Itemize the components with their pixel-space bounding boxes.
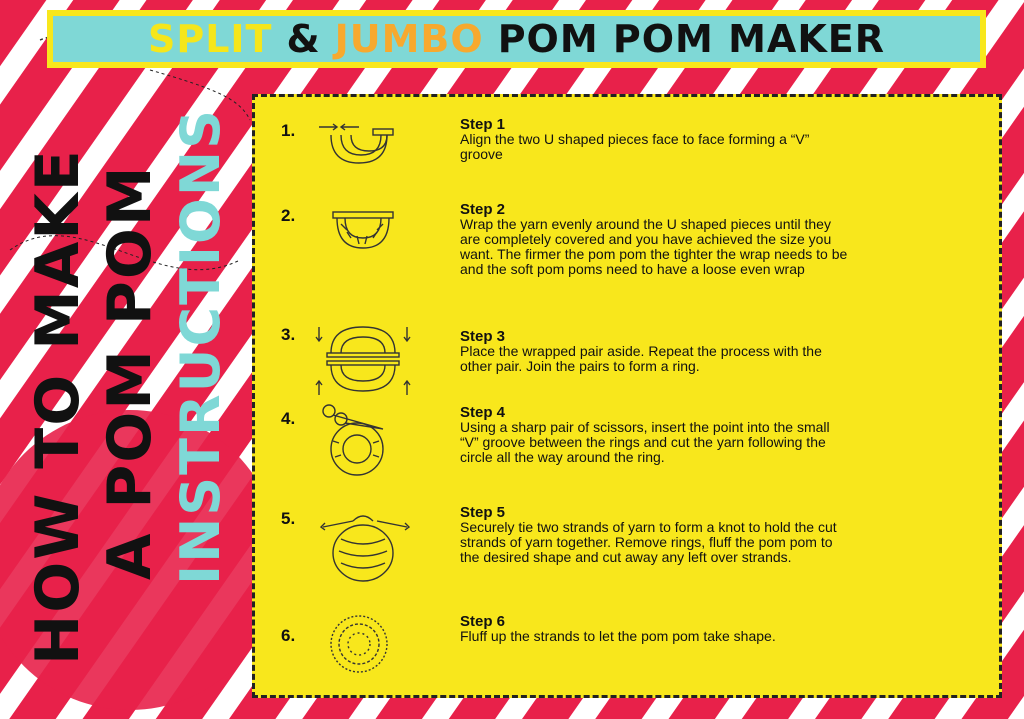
step-text — [460, 117, 850, 162]
title-banner — [47, 10, 986, 68]
step-heading: Step 6 — [460, 613, 506, 630]
step-text — [460, 505, 850, 565]
step-description: Fluff up the strands to let the pom pom take shape. — [460, 628, 776, 644]
side-title-how-to-make: HOW TO MAKE — [23, 148, 93, 665]
title-jumbo: JUMBO — [334, 17, 484, 61]
step-number: 5. — [281, 509, 296, 528]
title-split: SPLIT — [147, 17, 273, 61]
step-number: 4. — [281, 409, 296, 428]
join-ring-icon — [311, 321, 421, 401]
title-ampersand: & — [286, 17, 321, 61]
step-heading: Step 4 — [460, 404, 506, 421]
instructions-panel — [252, 94, 1002, 698]
side-title-instructions: INSTRUCTIONS — [169, 108, 232, 585]
step-description: Place the wrapped pair aside. Repeat the process with the other pair. Join the pairs to form a ring. — [460, 343, 822, 374]
step-heading: Step 1 — [460, 116, 506, 133]
step-description: Wrap the yarn evenly around the U shaped pieces until they are completely covered and you have achieved the size you want. The firmer the pom pom the tighter the wrap needs to be and the soft pom poms need to have a loose even wrap — [460, 216, 848, 277]
step-description: Align the two U shaped pieces face to face forming a “V” groove — [460, 131, 810, 162]
step-number: 2. — [281, 206, 296, 225]
step-description: Securely tie two strands of yarn to form a knot to hold the cut strands of yarn together. Remove rings, fluff the pom pom to the desired shape and cut away any left over strands. — [460, 519, 837, 565]
wrap-yarn-icon — [311, 202, 421, 272]
step-heading: Step 5 — [460, 504, 506, 521]
side-title-a-pom-pom: A POM POM — [95, 164, 165, 580]
step-text — [460, 202, 850, 277]
step-number: 1. — [281, 121, 296, 140]
step-heading: Step 2 — [460, 201, 506, 218]
step-number: 6. — [281, 626, 296, 645]
page-title — [53, 16, 980, 62]
pom-pom-icon — [311, 612, 421, 676]
title-pom-pom-maker: POM POM MAKER — [497, 17, 885, 61]
scissors-cut-icon — [311, 401, 421, 481]
tie-knot-icon — [311, 505, 421, 585]
step-text — [460, 405, 850, 465]
step-description: Using a sharp pair of scissors, insert the point into the small “V” groove between the rings and cut the yarn following the circle all the way around the ring. — [460, 419, 830, 465]
step-text — [460, 614, 850, 644]
step-number: 3. — [281, 325, 296, 344]
step-heading: Step 3 — [460, 328, 506, 345]
step-text — [460, 329, 850, 374]
u-pieces-align-icon — [311, 117, 421, 187]
